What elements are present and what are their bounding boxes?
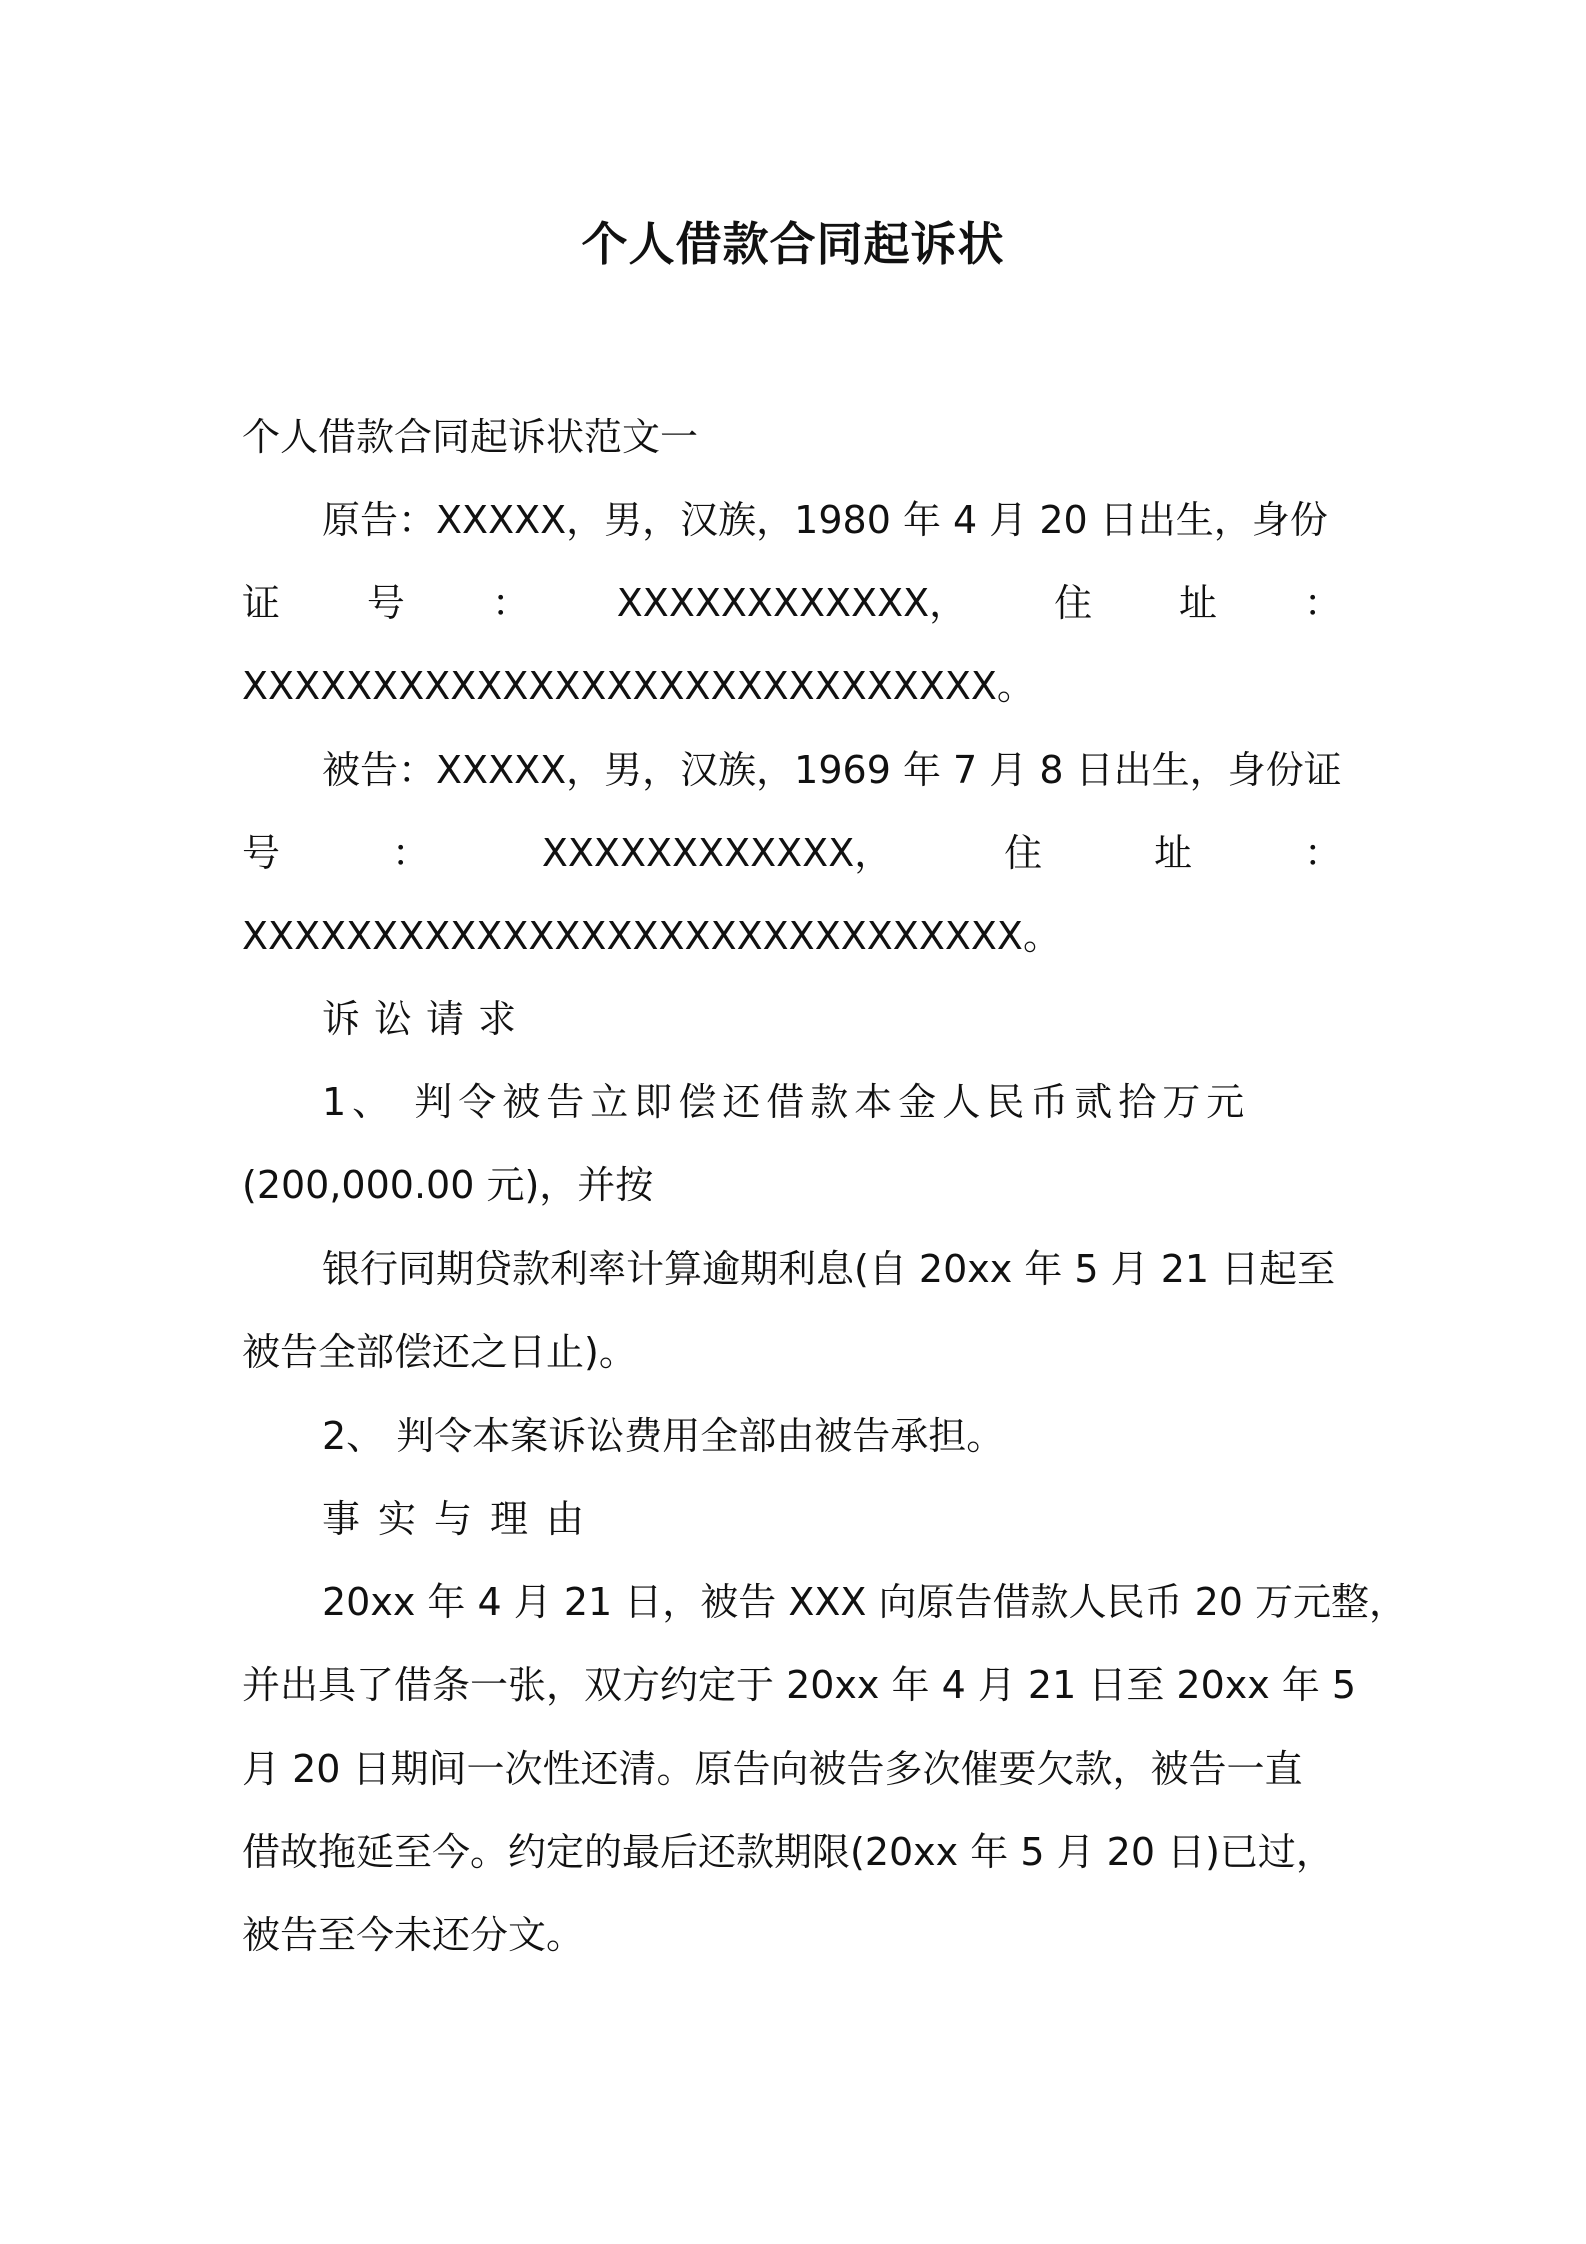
plaintiff-line-1: 原告：XXXXX，男，汉族，1980 年 4 月 20 日出生，身份: [322, 498, 1328, 542]
defendant-line-3: XXXXXXXXXXXXXXXXXXXXXXXXXXXXXX。: [242, 914, 1061, 958]
facts-heading: 事实与理由: [322, 1497, 603, 1541]
defendant-id-value: XXXXXXXXXXXX，: [541, 831, 893, 875]
facts-line-2: 并出具了借条一张，双方约定于 20xx 年 4 月 21 日至 20xx 年 5: [242, 1663, 1357, 1707]
defendant-id-label: 号: [242, 831, 281, 875]
claim-1-line-3: 银行同期贷款利率计算逾期利息(自 20xx 年 5 月 21 日起至: [322, 1247, 1336, 1291]
plaintiff-address-label-2: 址: [1178, 581, 1217, 625]
claims-heading: 诉讼请求: [322, 997, 531, 1041]
plaintiff-address-label-1: 住: [1054, 581, 1093, 625]
plaintiff-line-3: XXXXXXXXXXXXXXXXXXXXXXXXXXXXX。: [242, 664, 1035, 708]
defendant-id-colon: ：: [391, 831, 430, 875]
plaintiff-id-label-1: 证: [242, 581, 281, 625]
defendant-address-label-2: 址: [1154, 831, 1193, 875]
claim-1-line-2: (200,000.00 元)，并按: [242, 1163, 654, 1207]
defendant-line-2: [242, 827, 1342, 879]
plaintiff-address-colon: ：: [1303, 581, 1342, 625]
facts-line-1: 20xx 年 4 月 21 日，被告 XXX 向原告借款人民币 20 万元整，: [322, 1580, 1408, 1624]
plaintiff-line-2: [242, 577, 1342, 629]
claim-2: 2、 判令本案诉讼费用全部由被告承担。: [322, 1414, 1005, 1458]
claim-1-line-1: 1、 判令被告立即偿还借款本金人民币贰拾万元: [322, 1080, 1251, 1124]
claim-1-line-4: 被告全部偿还之日止)。: [242, 1330, 637, 1374]
document-title: 个人借款合同起诉状: [581, 217, 1005, 271]
plaintiff-id-value: XXXXXXXXXXXX，: [616, 581, 968, 625]
defendant-address-colon: ：: [1303, 831, 1342, 875]
facts-line-5: 被告至今未还分文。: [242, 1913, 585, 1957]
facts-line-4: 借故拖延至今。约定的最后还款期限(20xx 年 5 月 20 日)已过，: [242, 1830, 1334, 1874]
plaintiff-id-colon: ：: [491, 581, 530, 625]
defendant-address-label-1: 住: [1004, 831, 1043, 875]
subtitle: 个人借款合同起诉状范文一: [242, 415, 699, 459]
facts-line-3: 月 20 日期间一次性还清。原告向被告多次催要欠款，被告一直: [242, 1747, 1303, 1791]
plaintiff-id-label-2: 号: [366, 581, 405, 625]
defendant-line-1: 被告：XXXXX，男，汉族，1969 年 7 月 8 日出生，身份证: [322, 748, 1342, 792]
